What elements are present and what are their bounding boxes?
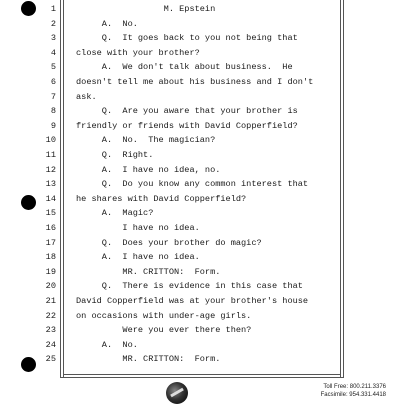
transcript-line (0, 60, 400, 74)
line-text: on occasions with under-age girls. (76, 310, 252, 321)
transcript-line (0, 309, 400, 323)
line-text: Q. Right. (76, 150, 154, 160)
line-text: Q. There is evidence in this case that (76, 281, 303, 292)
line-text: Q. Does your brother do magic? (76, 237, 262, 248)
line-number: 14 (45, 193, 56, 204)
line-text: A. Magic? (76, 208, 154, 219)
line-number: 2 (50, 18, 56, 29)
line-number: 24 (45, 339, 56, 350)
transcript-line (0, 323, 400, 337)
transcript-line (0, 192, 400, 206)
line-text: A. We don't talk about business. He (76, 62, 293, 73)
line-number: 3 (50, 33, 56, 44)
line-text: MR. CRITTON: Form. (76, 266, 221, 277)
line-number: 7 (50, 91, 56, 102)
line-text: friendly or friends with David Copperfield? (76, 120, 298, 131)
transcript-line (0, 163, 400, 177)
transcript-line (0, 31, 400, 45)
transcript-line (0, 352, 400, 366)
footer-contact (321, 383, 386, 399)
transcript-line (0, 75, 400, 89)
line-number: 18 (45, 252, 56, 263)
transcript-line (0, 279, 400, 293)
transcript-line (0, 338, 400, 352)
transcript-line (0, 104, 400, 118)
line-text: Were you ever there then? (76, 325, 252, 336)
line-text: A. I have no idea. (76, 252, 200, 263)
line-number: 21 (45, 296, 56, 306)
line-number: 23 (45, 325, 56, 336)
transcript-line (0, 2, 400, 16)
transcript-line (0, 46, 400, 60)
line-number: 17 (45, 237, 56, 248)
transcript-line (0, 148, 400, 162)
line-number: 1 (50, 4, 56, 14)
transcript-line (0, 177, 400, 191)
transcript-line (0, 250, 400, 264)
line-text: A. No. (76, 18, 138, 29)
transcript-line (0, 236, 400, 250)
line-number: 15 (45, 208, 56, 219)
line-text: Q. It goes back to you not being that (76, 33, 298, 44)
line-text: Q. Do you know any common interest that (76, 179, 309, 190)
line-number: 19 (45, 266, 56, 277)
line-text: M. Epstein (76, 4, 216, 14)
transcript-line (0, 119, 400, 133)
line-text: Q. Are you aware that your brother is (76, 106, 298, 117)
line-number: 9 (50, 120, 56, 131)
line-number: 5 (50, 62, 56, 73)
line-number: 13 (45, 179, 56, 190)
frame-inner-bottom (63, 374, 341, 375)
facsimile-number: Facsimile: 954.331.4418 (320, 392, 386, 398)
transcript-line (0, 294, 400, 308)
line-text: A. No. The magician? (76, 135, 216, 146)
line-number: 8 (50, 106, 56, 117)
line-text: A. I have no idea, no. (76, 164, 221, 175)
line-text: MR. CRITTON: Form. (76, 354, 221, 365)
line-number: 11 (45, 150, 56, 160)
line-text: ask. (76, 91, 97, 102)
transcript-line (0, 221, 400, 235)
line-number: 22 (45, 310, 56, 321)
line-text: David Copperfield was at your brother's house (76, 296, 309, 306)
line-number: 10 (45, 135, 56, 146)
line-number: 6 (50, 77, 56, 87)
transcript-line (0, 265, 400, 279)
line-text: A. No. (76, 339, 138, 350)
line-number: 16 (45, 223, 56, 233)
line-number: 4 (50, 47, 56, 58)
line-number: 25 (45, 354, 56, 365)
line-text: close with your brother? (76, 47, 200, 58)
transcript-line (0, 206, 400, 220)
line-number: 20 (45, 281, 56, 292)
line-text: he shares with David Copperfield? (76, 193, 247, 204)
line-text: doesn't tell me about his business and I don't (76, 77, 314, 87)
transcript-line (0, 133, 400, 147)
line-number: 12 (45, 164, 56, 175)
footer-logo-icon (166, 382, 188, 404)
transcript-line (0, 17, 400, 31)
line-text: I have no idea. (76, 223, 200, 233)
toll-free-number: Toll Free: 800.211.3376 (323, 384, 386, 390)
transcript-line (0, 90, 400, 104)
